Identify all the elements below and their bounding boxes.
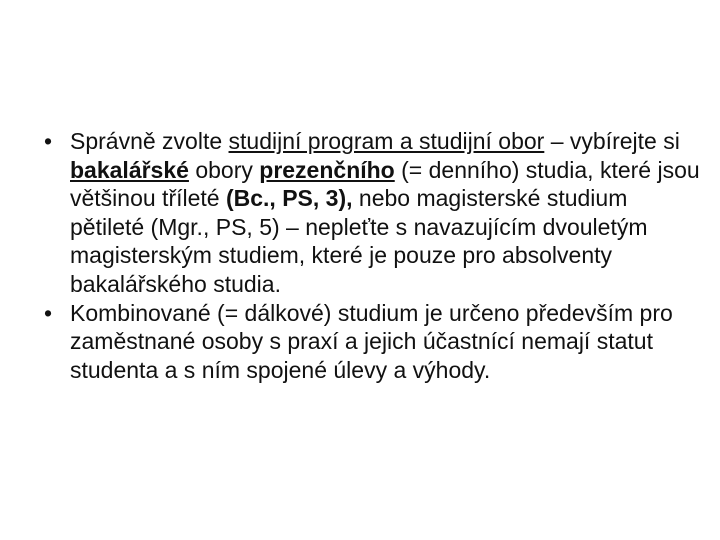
text-segment: Správně zvolte [70,128,229,154]
text-segment: obory [188,156,260,183]
text-segment: – vybírejte si [544,128,680,154]
bullet-marker: • [44,128,53,154]
bullet-item-combined-study [40,299,700,385]
text-segment: Kombinované (= dálkové) studium je určeno především pro zaměstnané osoby s praxí a jejich účastnící nemají statut studenta a s ním spojené úlevy a výhody. [70,299,673,383]
full-time-emphasis-text: prezenčního [259,156,395,183]
text-segment: nebo magisterské studium pětileté (Mgr., PS, 5) – nepleťte s navazujícím dvouletým magisterským studiem, které je pouze pro absolventy bakalářského studia. [70,185,648,297]
bullet-item-study-program [40,127,700,299]
bachelor-emphasis-text: bakalářské [70,156,189,183]
text-segment: (= denního) studia, které jsou většinou tříleté [70,156,700,212]
bullet-list [40,127,700,384]
study-program-underlined-text: studijní program a studijní obor [228,128,545,154]
degree-code-bold-text: (Bc., PS, 3), [225,185,353,212]
bullet-marker: • [44,299,53,326]
